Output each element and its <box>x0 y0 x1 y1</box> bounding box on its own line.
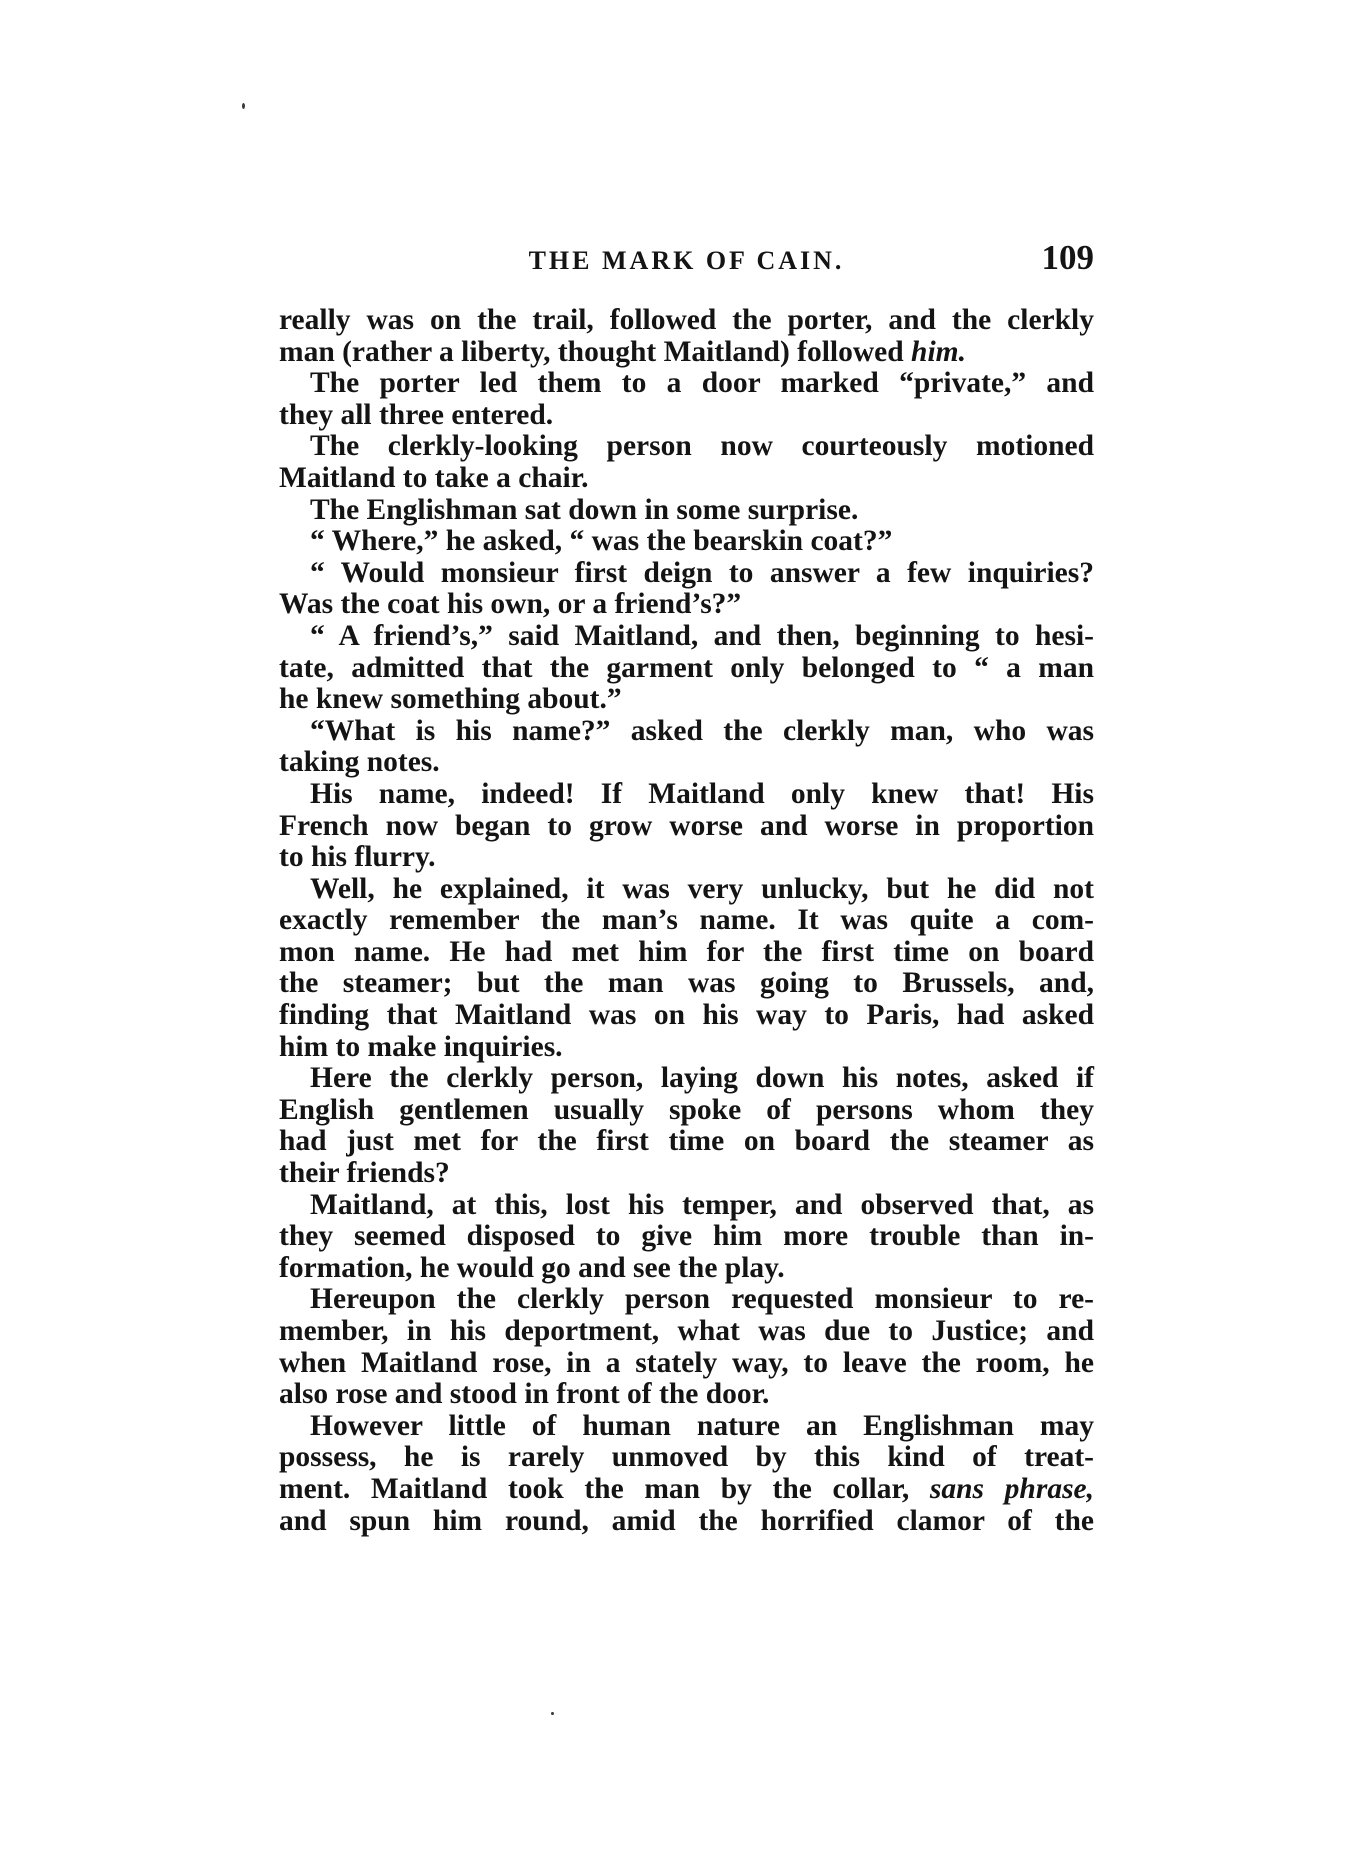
ink-speck <box>551 1712 554 1715</box>
text-line: they seemed disposed to give him more trouble than in- <box>279 1220 1094 1253</box>
text-line: formation, he would go and see the play. <box>279 1251 785 1284</box>
text-line: “ Where,” he asked, “ was the bearskin coat?” <box>310 525 893 558</box>
page-number: 109 <box>1041 238 1094 277</box>
text-line: His name, indeed! If Maitland only knew that! His <box>310 777 1094 810</box>
text-line: taking notes. <box>279 746 440 779</box>
text-line: him to make inquiries. <box>279 1030 563 1063</box>
text-line: Maitland, at this, lost his temper, and observed that, as <box>310 1188 1094 1221</box>
text-line: had just met for the first time on board the steamer as <box>279 1125 1094 1158</box>
text-line: really was on the trail, followed the porter, and the clerkly <box>279 304 1094 336</box>
text-line: finding that Maitland was on his way to Paris, had asked <box>279 999 1094 1032</box>
text-line: exactly remember the man’s name. It was quite a com- <box>279 904 1094 937</box>
text-line: English gentlemen usually spoke of persons whom they <box>279 1093 1094 1126</box>
text-line: when Maitland rose, in a stately way, to leave the room, he <box>279 1346 1094 1379</box>
text-line: Was the coat his own, or a friend’s?” <box>279 588 742 621</box>
text-line: “ Would monsieur first deign to answer a few inquiries? <box>310 556 1094 589</box>
text-line: and spun him round, amid the horrified clamor of the <box>279 1504 1094 1537</box>
text-line: “ A friend’s,” said Maitland, and then, beginning to hesi- <box>310 619 1094 652</box>
text-run: ment. Maitland took the man by the collar, <box>279 1472 910 1505</box>
running-head <box>279 238 1094 286</box>
text-line: also rose and stood in front of the door. <box>279 1378 770 1411</box>
text-line: he knew something about.” <box>279 683 622 716</box>
text-line: The clerkly-looking person now courteously motioned <box>310 430 1094 463</box>
text-line: possess, he is rarely unmoved by this kind of treat- <box>279 1441 1094 1474</box>
text-line: Hereupon the clerkly person requested monsieur to re- <box>310 1283 1094 1316</box>
text-run: man (rather a liberty, thought Maitland) followed <box>279 335 904 368</box>
ink-speck <box>242 103 245 109</box>
text-line: member, in his deportment, what was due to Justice; and <box>279 1315 1094 1347</box>
text-line: The Englishman sat down in some surprise. <box>310 493 859 526</box>
text-line: to his flurry. <box>279 841 436 874</box>
text-line: However little of human nature an Englishman may <box>310 1409 1094 1442</box>
text-line: their friends? <box>279 1157 450 1190</box>
text-line <box>279 1474 1094 1506</box>
text-line: the steamer; but the man was going to Brussels, and, <box>279 967 1094 1000</box>
running-title: THE MARK OF CAIN. <box>528 246 845 275</box>
italic-text: him. <box>911 335 966 368</box>
body-text <box>279 305 1094 1537</box>
text-line: “What is his name?” asked the clerkly man, who was <box>310 714 1094 747</box>
text-line: they all three entered. <box>279 398 554 431</box>
text-line: tate, admitted that the garment only belonged to “ a man <box>279 651 1094 684</box>
italic-text: sans phrase, <box>929 1472 1095 1505</box>
text-line: The porter led them to a door marked “private,” and <box>310 367 1094 400</box>
text-line: Here the clerkly person, laying down his notes, asked if <box>310 1062 1094 1095</box>
text-line <box>279 337 1094 369</box>
text-line: French now began to grow worse and worse in proportion <box>279 809 1094 842</box>
text-line: mon name. He had met him for the first time on board <box>279 935 1094 968</box>
text-line: Well, he explained, it was very unlucky, but he did not <box>310 872 1094 905</box>
text-line: Maitland to take a chair. <box>279 461 589 494</box>
